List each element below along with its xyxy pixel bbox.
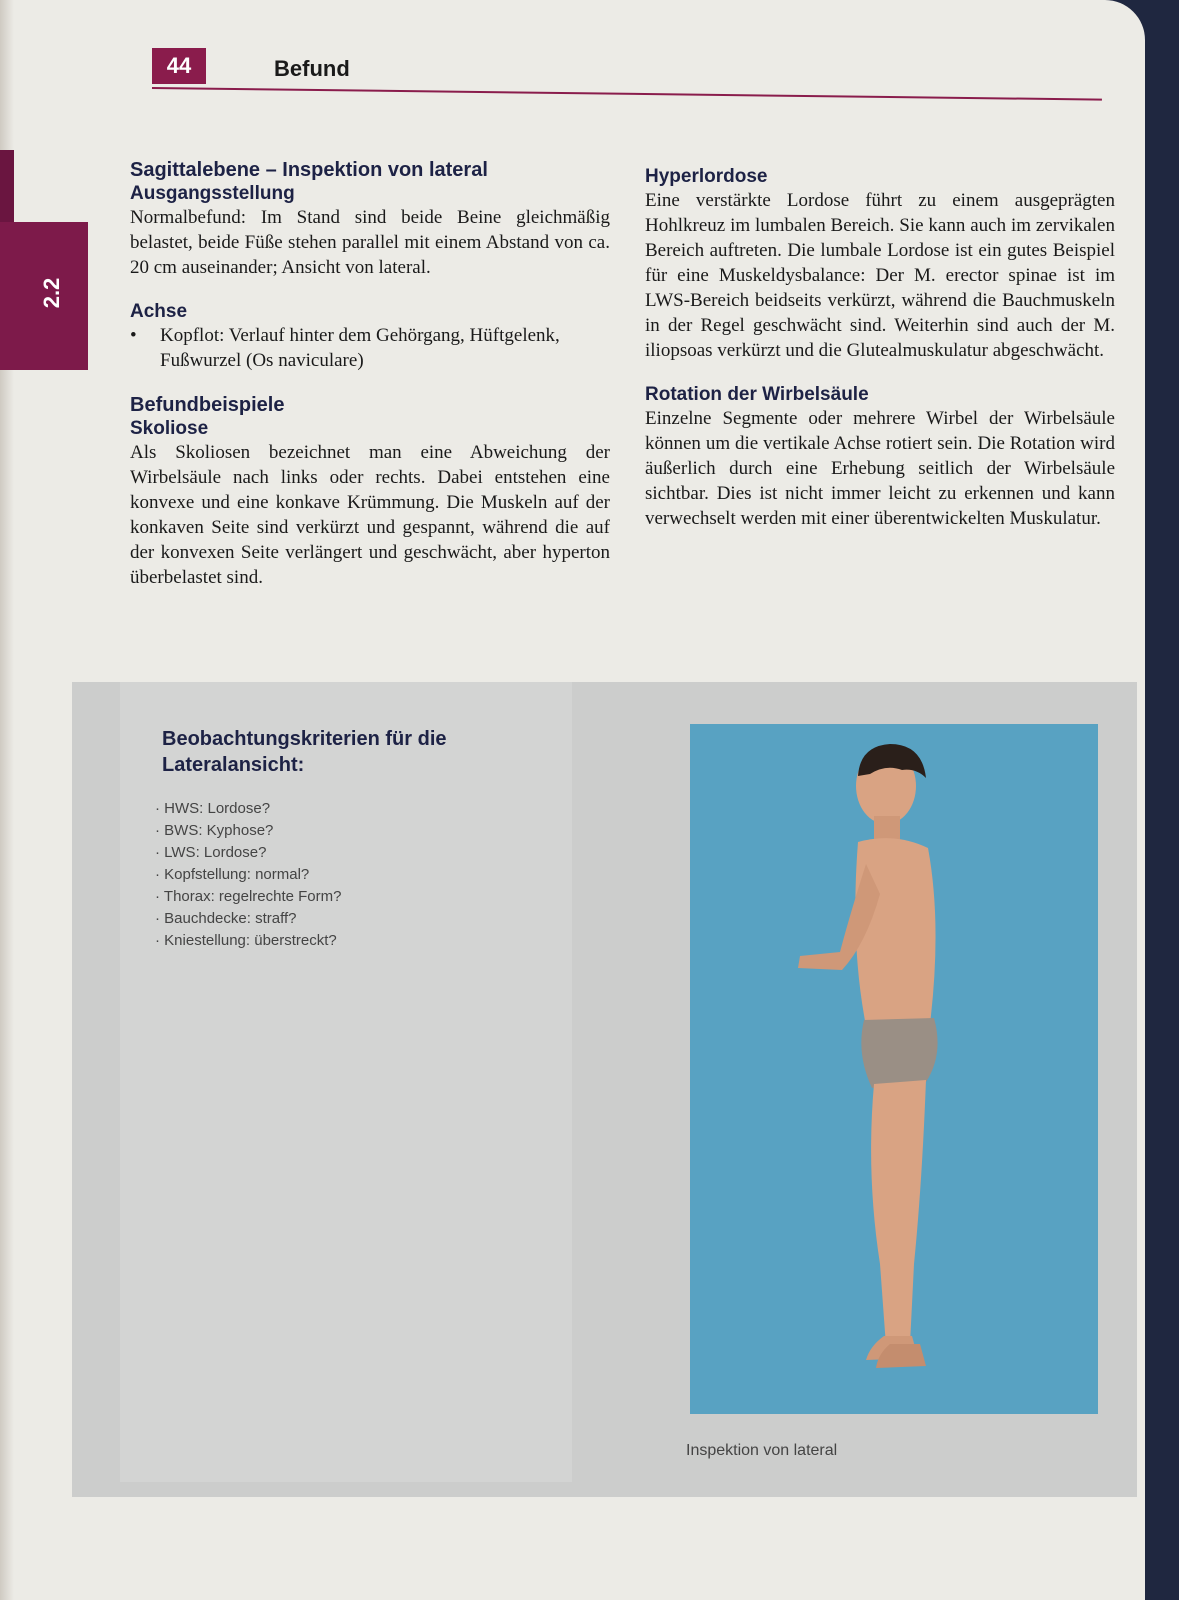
subheading-achse: Achse — [130, 301, 188, 322]
subheading-skoliose: Skoliose — [130, 418, 209, 439]
section-tab — [0, 222, 88, 370]
list-item: · Thorax: regelrechte Form? — [155, 888, 342, 905]
subheading-rotation: Rotation der Wirbelsäule — [645, 384, 869, 405]
paragraph-skoliose: Als Skoliosen bezeichnet man eine Abweichung der Wirbelsäule nach links oder rechts. Dabei entstehen eine konvexe und eine konkave Krümmung. Die Muskeln auf der konkaven Seite sind verkürzt und gespannt, während die auf der konvexen Seite verlängert und geschwächt, aber hyperton überbelastet sind. — [130, 442, 610, 588]
list-item: · HWS: Lordose? — [155, 800, 271, 817]
right-column — [645, 165, 1115, 531]
header-rule — [152, 87, 1102, 101]
list-item: · BWS: Kyphose? — [155, 822, 274, 839]
section-heading: Sagittalebene – Inspektion von lateral — [130, 159, 488, 181]
standing-person-figure — [690, 724, 1098, 1414]
bullet-dot: • — [130, 325, 137, 346]
criteria-title: Beobachtungskriterien für die Lateralansicht: — [162, 728, 447, 776]
list-item: · Kniestellung: überstreckt? — [155, 932, 337, 949]
subheading-ausgangsstellung: Ausgangsstellung — [130, 183, 295, 204]
bullet-kopflot — [130, 323, 610, 373]
bullet-text: Kopflot: Verlauf hinter dem Gehörgang, Hüftgelenk, Fußwurzel (Os naviculare) — [160, 325, 560, 371]
section-tab-label: 2.2 — [39, 277, 64, 309]
paragraph-normalbefund: Normalbefund: Im Stand sind beide Beine gleichmäßig belastet, beide Füße stehen parallel mit einem Abstand von ca. 20 cm auseinander; Ansicht von lateral. — [130, 207, 610, 278]
side-tab-edge — [0, 150, 14, 230]
paragraph-rotation: Einzelne Segmente oder mehrere Wirbel der Wirbelsäule können um die vertikale Achse rotiert sein. Die Rotation wird äußerlich durch eine Erhebung seitlich der Wirbelsäule sichtbar. Dies ist nicht immer leicht zu erkennen und kann verwechselt werden mit einer überentwickelten Muskulatur. — [645, 408, 1115, 529]
paragraph-hyperlordose: Eine verstärkte Lordose führt zu einem ausgeprägten Hohlkreuz im lumbalen Bereich. Sie kann auch im zervikalen Bereich auftreten. Die lumbale Lordose ist ein gutes Beispiel für eine Muskeldysbalance: Der M. erector spinae ist im LWS-Bereich beidseits verkürzt, während die Bauchmuskeln in der Regel geschwächt sind. Weiterhin sind auch der M. iliopsoas verkürzt und die Glutealmuskulatur abgeschwächt. — [645, 190, 1115, 361]
left-column — [130, 158, 610, 590]
page-number: 44 — [152, 48, 206, 84]
photo-lateral-inspection — [690, 724, 1098, 1414]
list-item: · Kopfstellung: normal? — [155, 866, 310, 883]
page-title: Befund — [274, 56, 350, 81]
list-item: · Bauchdecke: straff? — [155, 910, 297, 927]
subheading-hyperlordose: Hyperlordose — [645, 166, 768, 187]
figure-caption: Inspektion von lateral — [686, 1442, 838, 1459]
criteria-list — [155, 798, 341, 952]
list-item: · LWS: Lordose? — [155, 844, 267, 861]
heading-befundbeispiele: Befundbeispiele — [130, 394, 285, 416]
